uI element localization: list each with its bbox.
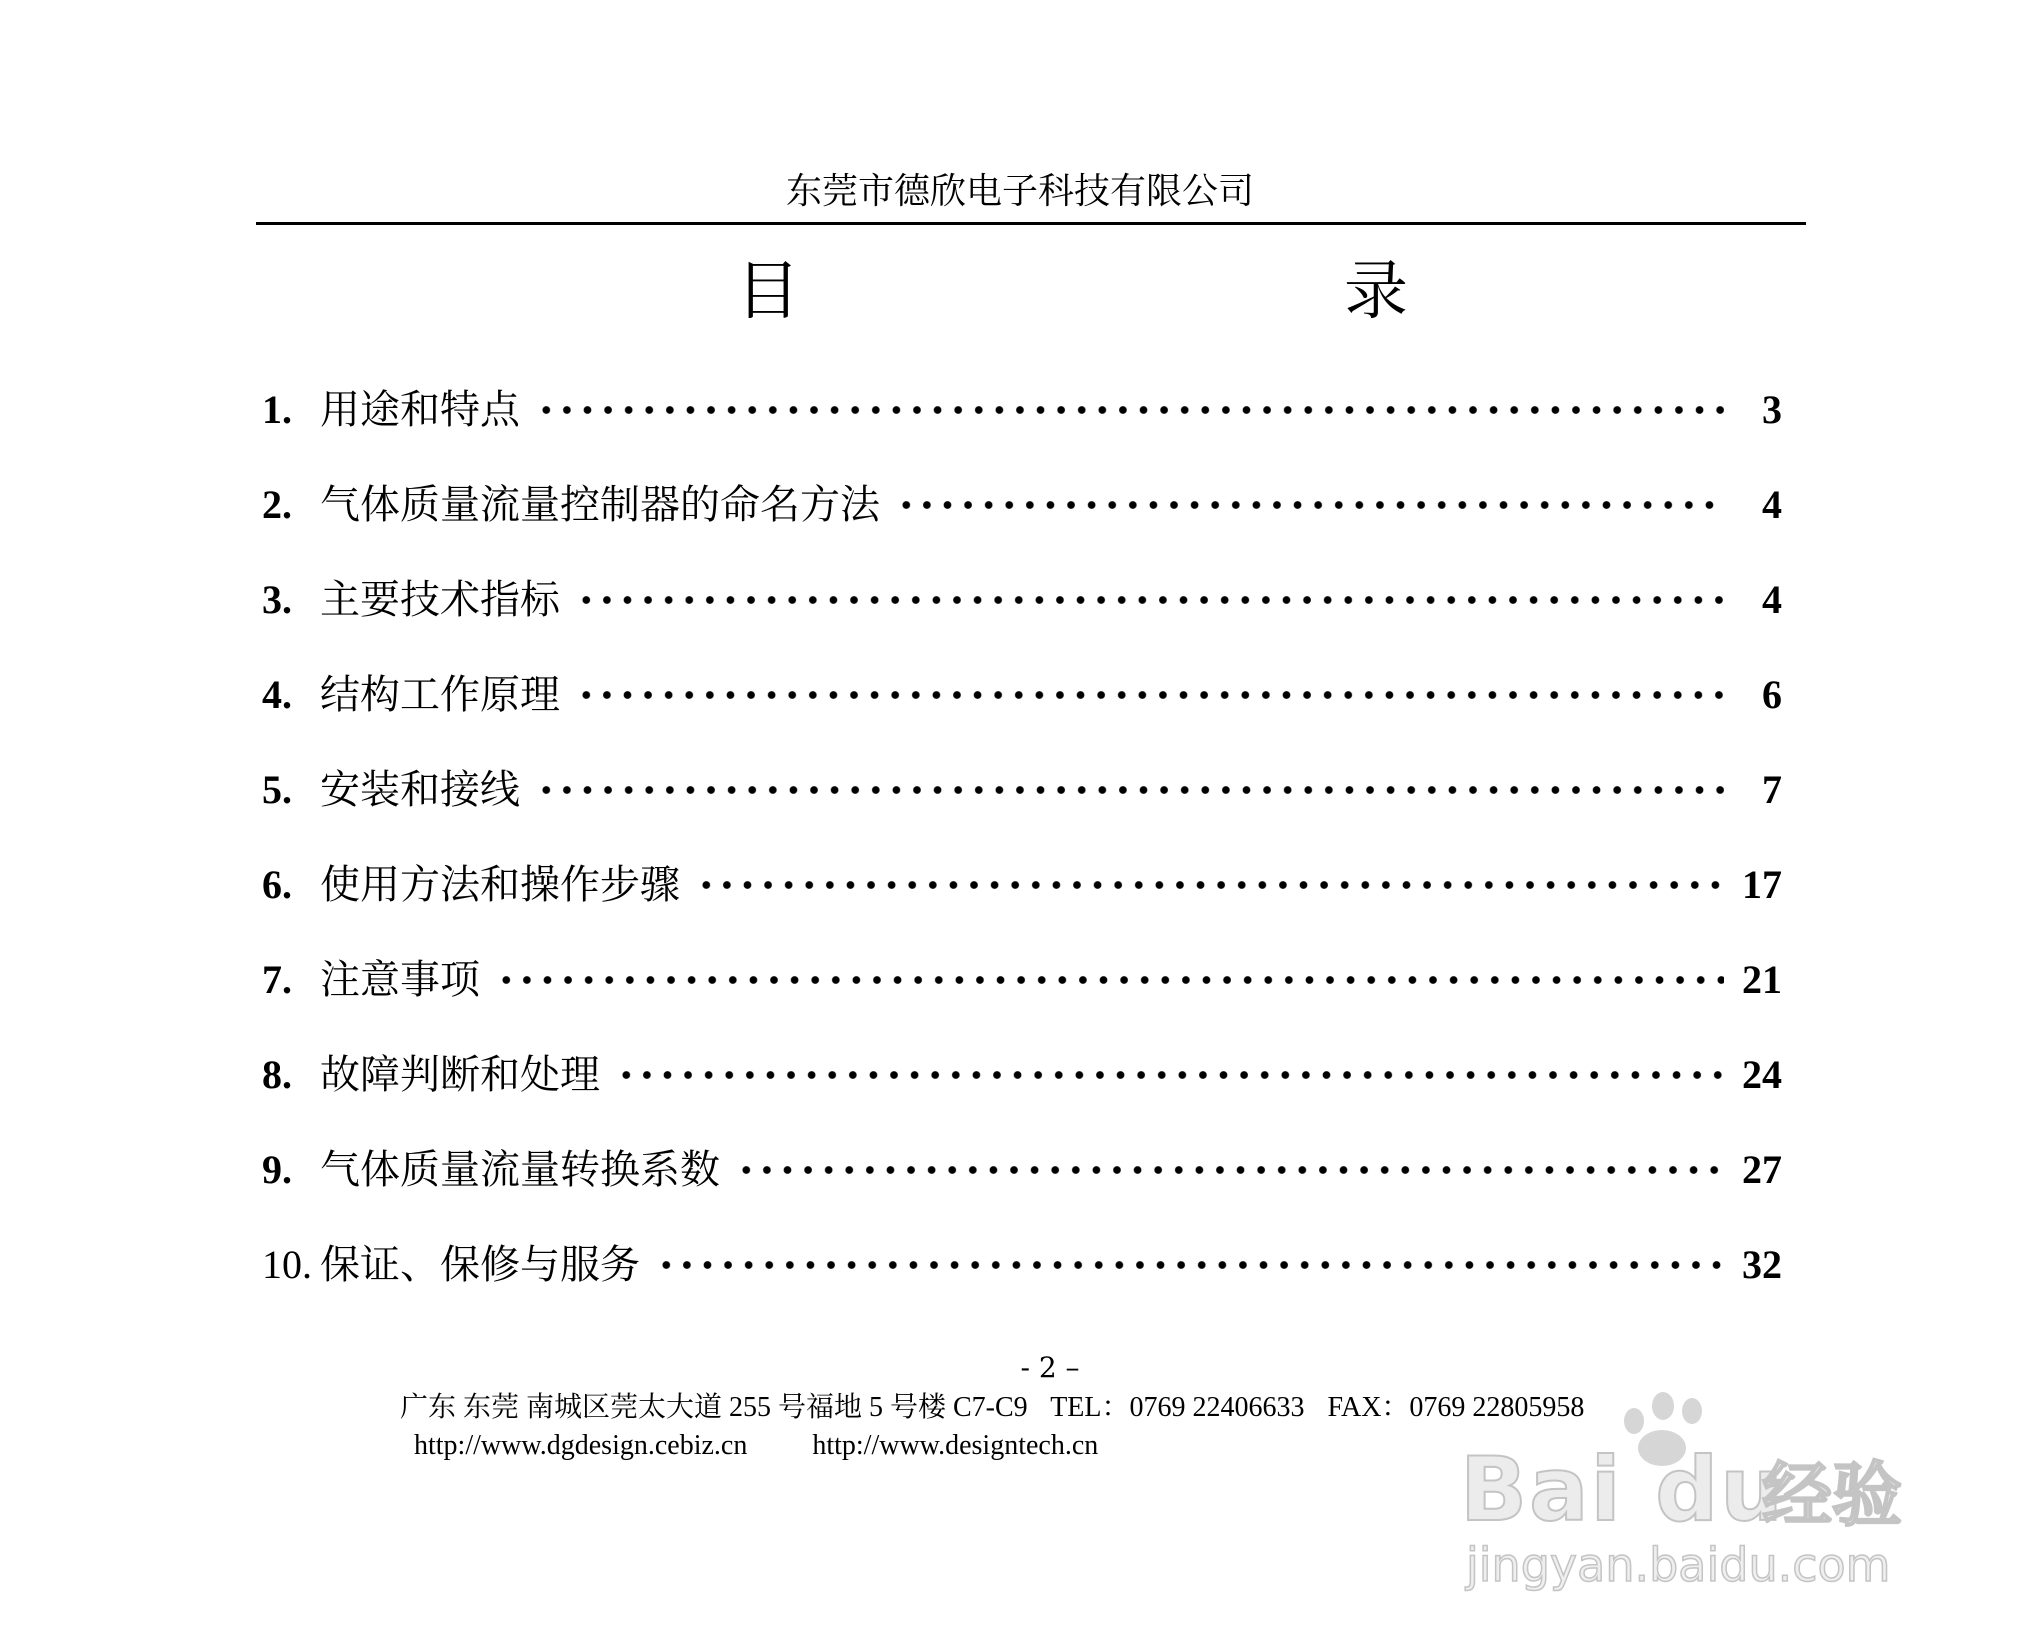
toc-entry-page: 6	[1762, 671, 1782, 717]
footer-tel: TEL：0769 22406633	[1050, 1392, 1305, 1423]
footer-address: 广东 东莞 南城区莞太大道 255 号福地 5 号楼 C7-C9	[400, 1392, 1028, 1423]
toc-entry[interactable]	[262, 837, 1782, 932]
toc-entry-label: 使用方法和操作步骤	[320, 861, 680, 908]
footer-contact	[400, 1390, 1600, 1426]
header-divider	[256, 222, 1806, 225]
toc-dot-leader	[536, 760, 1724, 820]
toc-dot-leader	[576, 665, 1724, 725]
footer-fax: FAX：0769 22805958	[1327, 1392, 1585, 1423]
toc-entry-page: 27	[1742, 1146, 1782, 1192]
footer-url-1: http://www.dgdesign.cebiz.cn	[414, 1430, 748, 1461]
toc-entry-label: 气体质量流量控制器的命名方法	[320, 481, 880, 528]
footer-url-2: http://www.designtech.cn	[812, 1430, 1099, 1461]
toc-dot-leader	[536, 380, 1724, 440]
toc-entry-number: 8.	[262, 1051, 292, 1097]
toc-entry-number: 10.	[262, 1241, 312, 1287]
toc-entry-number: 9.	[262, 1146, 292, 1192]
toc-entry-label: 用途和特点	[320, 386, 520, 433]
footer-page-number: - 2 –	[1020, 1351, 1080, 1384]
toc-entry-page: 7	[1762, 766, 1782, 812]
toc-list	[262, 362, 1782, 1312]
toc-dot-leader	[576, 570, 1724, 630]
company-header: 东莞市德欣电子科技有限公司	[785, 171, 1254, 212]
toc-dot-leader	[616, 1045, 1724, 1105]
watermark-url: jingyan.baidu.com	[1466, 1538, 1891, 1592]
toc-entry-number: 1.	[262, 386, 292, 432]
toc-entry-label: 气体质量流量转换系数	[320, 1146, 720, 1193]
toc-entry[interactable]	[262, 552, 1782, 647]
toc-entry-number: 3.	[262, 576, 292, 622]
toc-entry[interactable]	[262, 1122, 1782, 1217]
toc-entry-number: 2.	[262, 481, 292, 527]
toc-entry-number: 5.	[262, 766, 292, 812]
toc-entry-number: 7.	[262, 956, 292, 1002]
toc-entry-label: 故障判断和处理	[320, 1051, 600, 1098]
baidu-watermark	[1460, 1390, 1960, 1590]
toc-entry-page: 4	[1762, 481, 1782, 527]
toc-dot-leader	[656, 1235, 1724, 1295]
toc-dot-leader	[496, 950, 1724, 1010]
toc-entry[interactable]	[262, 742, 1782, 837]
toc-entry-page: 3	[1762, 386, 1782, 432]
toc-entry[interactable]	[262, 1217, 1782, 1312]
toc-entry-number: 4.	[262, 671, 292, 717]
footer-urls	[414, 1428, 1156, 1464]
toc-title-char-2: 录	[1344, 255, 1408, 329]
toc-entry[interactable]	[262, 932, 1782, 1027]
toc-entry-page: 4	[1762, 576, 1782, 622]
toc-entry-page: 21	[1742, 956, 1782, 1002]
toc-entry-label: 注意事项	[320, 956, 480, 1003]
toc-dot-leader	[696, 855, 1724, 915]
toc-entry-page: 17	[1742, 861, 1782, 907]
toc-entry-label: 主要技术指标	[320, 576, 560, 623]
watermark-brand: Bai du	[1460, 1438, 1785, 1541]
toc-entry-number: 6.	[262, 861, 292, 907]
toc-entry[interactable]	[262, 1027, 1782, 1122]
watermark-brand-cn: 经验	[1762, 1454, 1902, 1536]
toc-entry-page: 24	[1742, 1051, 1782, 1097]
toc-entry-label: 保证、保修与服务	[320, 1241, 640, 1288]
toc-entry-label: 结构工作原理	[320, 671, 560, 718]
toc-dot-leader	[736, 1140, 1724, 1200]
toc-entry[interactable]	[262, 457, 1782, 552]
toc-entry-page: 32	[1742, 1241, 1782, 1287]
toc-entry[interactable]	[262, 647, 1782, 742]
toc-entry[interactable]	[262, 362, 1782, 457]
toc-title-char-1: 目	[736, 255, 800, 329]
toc-entry-label: 安装和接线	[320, 766, 520, 813]
toc-dot-leader	[896, 475, 1724, 535]
